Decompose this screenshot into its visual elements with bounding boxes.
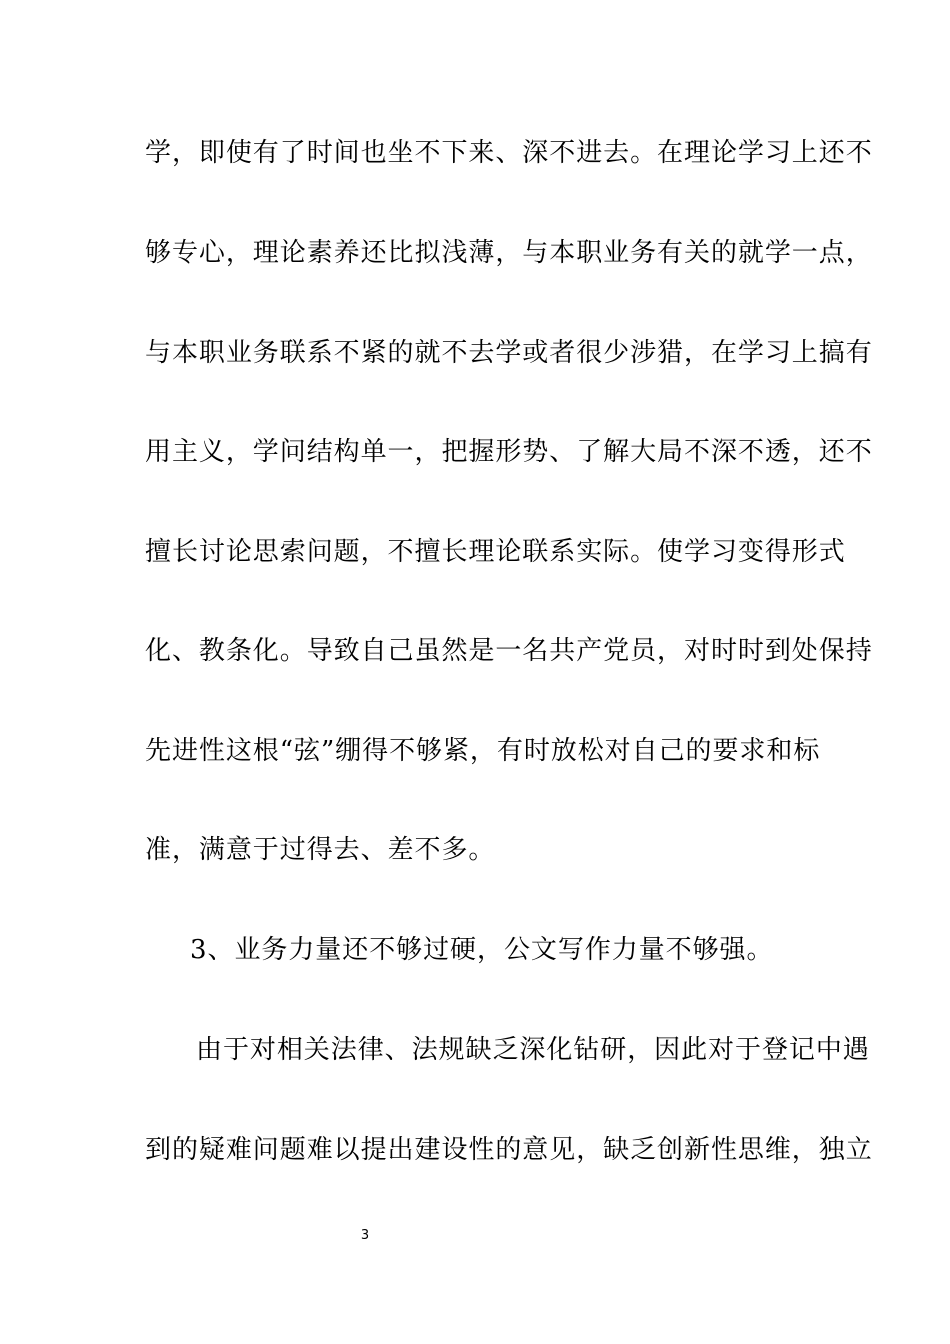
page-number: 3 — [360, 1228, 370, 1243]
text-line-3: 与本职业务联系不紧的就不去学或者很少涉猎，在学习上搞有 — [145, 338, 873, 368]
text-line-2: 够专心，理论素养还比拟浅薄，与本职业务有关的就学一点， — [145, 238, 873, 268]
text-line-4: 用主义，学问结构单一，把握形势、了解大局不深不透，还不 — [145, 437, 873, 467]
section-heading: 3、业务力量还不够过硬，公文写作力量不够强。 — [190, 935, 774, 965]
text-line-8: 准，满意于过得去、差不多。 — [145, 835, 496, 865]
text-line-5: 擅长讨论思索问题，不擅长理论联系实际。使学习变得形式 — [145, 537, 846, 567]
text-line-11: 到的疑难问题难以提出建设性的意见，缺乏创新性思维，独立 — [145, 1135, 873, 1165]
text-line-10: 由于对相关法律、法规缺乏深化钻研，因此对于登记中遇 — [196, 1035, 870, 1065]
text-line-1: 学，即使有了时间也坐不下来、深不进去。在理论学习上还不 — [145, 138, 873, 168]
text-line-6: 化、教条化。导致自己虽然是一名共产党员，对时时到处保持 — [145, 636, 873, 666]
text-line-7: 先进性这根“弦”绷得不够紧，有时放松对自己的要求和标 — [145, 736, 821, 766]
